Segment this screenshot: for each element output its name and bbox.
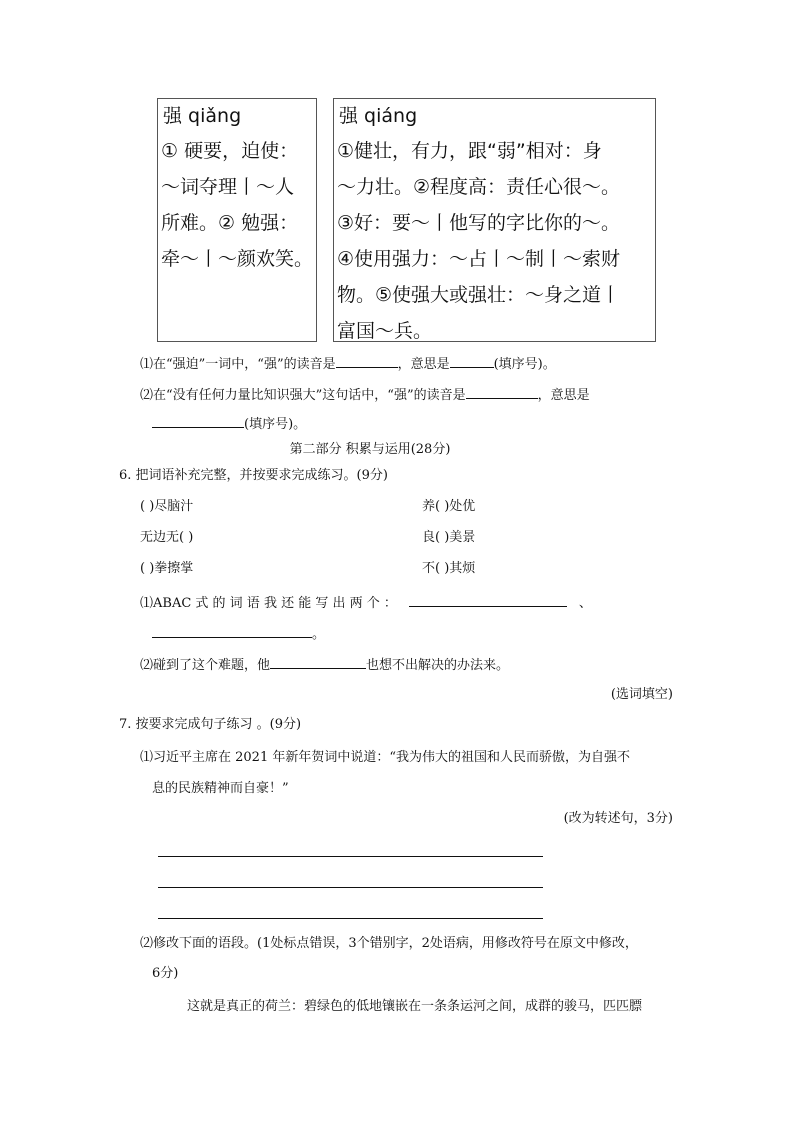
- q6-item-left: ( )尽脑汁: [140, 499, 194, 514]
- q7-sub2-line2: 6分): [152, 966, 179, 981]
- q5-sub2-cont: (填序号)。: [152, 413, 306, 434]
- dict-heading-qiang2: 强 qiáng: [339, 105, 418, 127]
- dict-line: 富国～兵。: [337, 320, 433, 342]
- dict-line: ～力壮。②程度高：责任心很～。: [337, 176, 621, 198]
- dict-line: ～词夺理丨～人: [161, 176, 295, 198]
- dict-entry-qiang3: [157, 98, 317, 342]
- q6-item-right: 良( )美景: [422, 530, 476, 545]
- q5-sub2: ⑵在“没有任何力量比知识强大”这句话中，“强”的读音是 ，意思是: [140, 384, 590, 405]
- q6-item-left: 无边无( ): [140, 530, 194, 545]
- q7-title: 7. 按要求完成句子练习 。(9分): [119, 717, 302, 732]
- q6-sub2: ⑵碰到了这个难题，他 也想不出解决的办法来。: [140, 654, 509, 675]
- answer-blank[interactable]: [336, 353, 398, 368]
- answer-blank[interactable]: [409, 592, 567, 607]
- dict-line: ③好：要～丨他写的字比你的～。: [337, 212, 621, 234]
- answer-line[interactable]: [158, 856, 543, 857]
- q6-note: (选词填空): [610, 687, 673, 702]
- q7-passage: 这就是真正的荷兰：碧绿色的低地镶嵌在一条条运河之间，成群的骏马，匹匹膘: [187, 999, 643, 1014]
- dict-line: 物。⑤使强大或强壮：～身之道丨: [337, 284, 621, 306]
- answer-line[interactable]: [158, 918, 543, 919]
- dict-line: ①健壮，有力，跟“弱”相对：身: [337, 140, 602, 162]
- answer-blank[interactable]: [270, 654, 366, 669]
- q6-sub1: ⑴ABAC 式 的 词 语 我 还 能 写 出 两 个 ： 、: [140, 592, 592, 613]
- answer-blank[interactable]: [466, 384, 538, 399]
- q7-sub1-note: (改为转述句，3分): [563, 811, 673, 826]
- q6-title: 6. 把词语补充完整，并按要求完成练习。(9分): [119, 468, 388, 483]
- answer-blank[interactable]: [152, 623, 312, 638]
- answer-line[interactable]: [158, 887, 543, 888]
- answer-blank[interactable]: [152, 413, 244, 428]
- answer-blank[interactable]: [450, 353, 494, 368]
- q5-sub1: ⑴在“强迫”一词中，“强”的读音是 ，意思是 (填序号)。: [140, 353, 556, 374]
- q6-item-right: 不( )其烦: [422, 561, 476, 576]
- part2-title: 第二部分 积累与运用(28分): [289, 442, 451, 457]
- q6-item-right: 养( )处优: [422, 499, 476, 514]
- q6-sub1-cont: 。: [152, 623, 325, 644]
- q7-sub1-line2: 息的民族精神而自豪！”: [152, 781, 289, 796]
- q7-sub1-line1: ⑴习近平主席在 2021 年新年贺词中说道：“我为伟大的祖国和人民而骄傲，为自强不: [140, 750, 630, 765]
- dict-entry-qiang2: [333, 98, 656, 342]
- dict-line: 牵～丨～颜欢笑。: [161, 248, 314, 270]
- dict-line: 所难。② 勉强：: [161, 212, 299, 234]
- q7-sub2-line1: ⑵修改下面的语段。(1处标点错误，3个错别字，2处语病，用修改符号在原文中修改，: [140, 936, 638, 951]
- dict-line: ④使用强力：～占丨～制丨～索财: [337, 248, 621, 270]
- dict-line: ① 硬要，迫使：: [161, 140, 299, 162]
- dict-heading-qiang3: 强 qiǎng: [163, 105, 242, 127]
- q6-item-left: ( )拳擦掌: [140, 561, 194, 576]
